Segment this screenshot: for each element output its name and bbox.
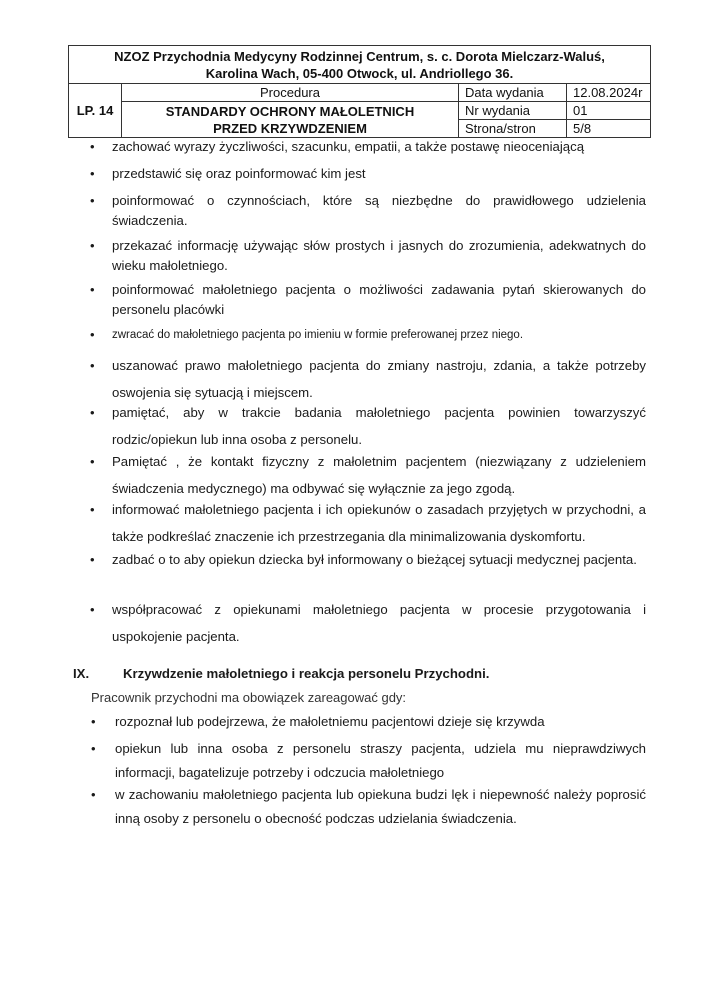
bullet-icon: • <box>90 166 95 181</box>
bullet-icon: • <box>91 787 96 802</box>
bullet-icon: • <box>90 602 95 617</box>
title-line-1: STANDARDY OCHRONY MAŁOLETNICH <box>165 103 415 119</box>
bullet-icon: • <box>90 405 95 420</box>
field-value-edition: 01 <box>567 102 651 120</box>
bullet-icon: • <box>91 741 96 756</box>
org-line-1: NZOZ Przychodnia Medycyny Rodzinnej Centrum, s. c. Dorota Mielczarz-Waluś, <box>114 49 605 64</box>
bullet-icon: • <box>90 454 95 469</box>
bullet-icon: • <box>90 139 95 154</box>
lp-number: LP. 14 <box>69 84 122 138</box>
organization-cell <box>69 46 651 84</box>
section-heading <box>73 666 489 681</box>
field-value-page: 5/8 <box>567 120 651 138</box>
bullet-icon: • <box>90 238 95 253</box>
section-intro: Pracownik przychodni ma obowiązek zareagować gdy: <box>91 690 407 705</box>
bullet-icon: • <box>90 502 95 517</box>
field-label-date: Data wydania <box>459 84 567 102</box>
bullet-icon: • <box>91 714 96 729</box>
section-number: IX. <box>73 666 90 681</box>
procedure-label: Procedura <box>122 84 459 102</box>
org-line-2: Karolina Wach, 05-400 Otwock, ul. Andriollego 36. <box>205 66 514 81</box>
bullet-icon: • <box>90 552 95 567</box>
document-header-table <box>68 45 651 138</box>
field-label-edition: Nr wydania <box>459 102 567 120</box>
bullet-icon: • <box>90 327 95 342</box>
bullet-icon: • <box>90 193 95 208</box>
title-line-2: PRZED KRZYWDZENIEM <box>213 120 367 136</box>
field-label-page: Strona/stron <box>459 120 567 138</box>
bullet-icon: • <box>90 358 95 373</box>
bullet-icon: • <box>90 282 95 297</box>
field-value-date: 12.08.2024r <box>567 84 651 102</box>
section-title: Krzywdzenie małoletniego i reakcja personelu Przychodni. <box>123 666 490 681</box>
procedure-title <box>122 102 459 138</box>
